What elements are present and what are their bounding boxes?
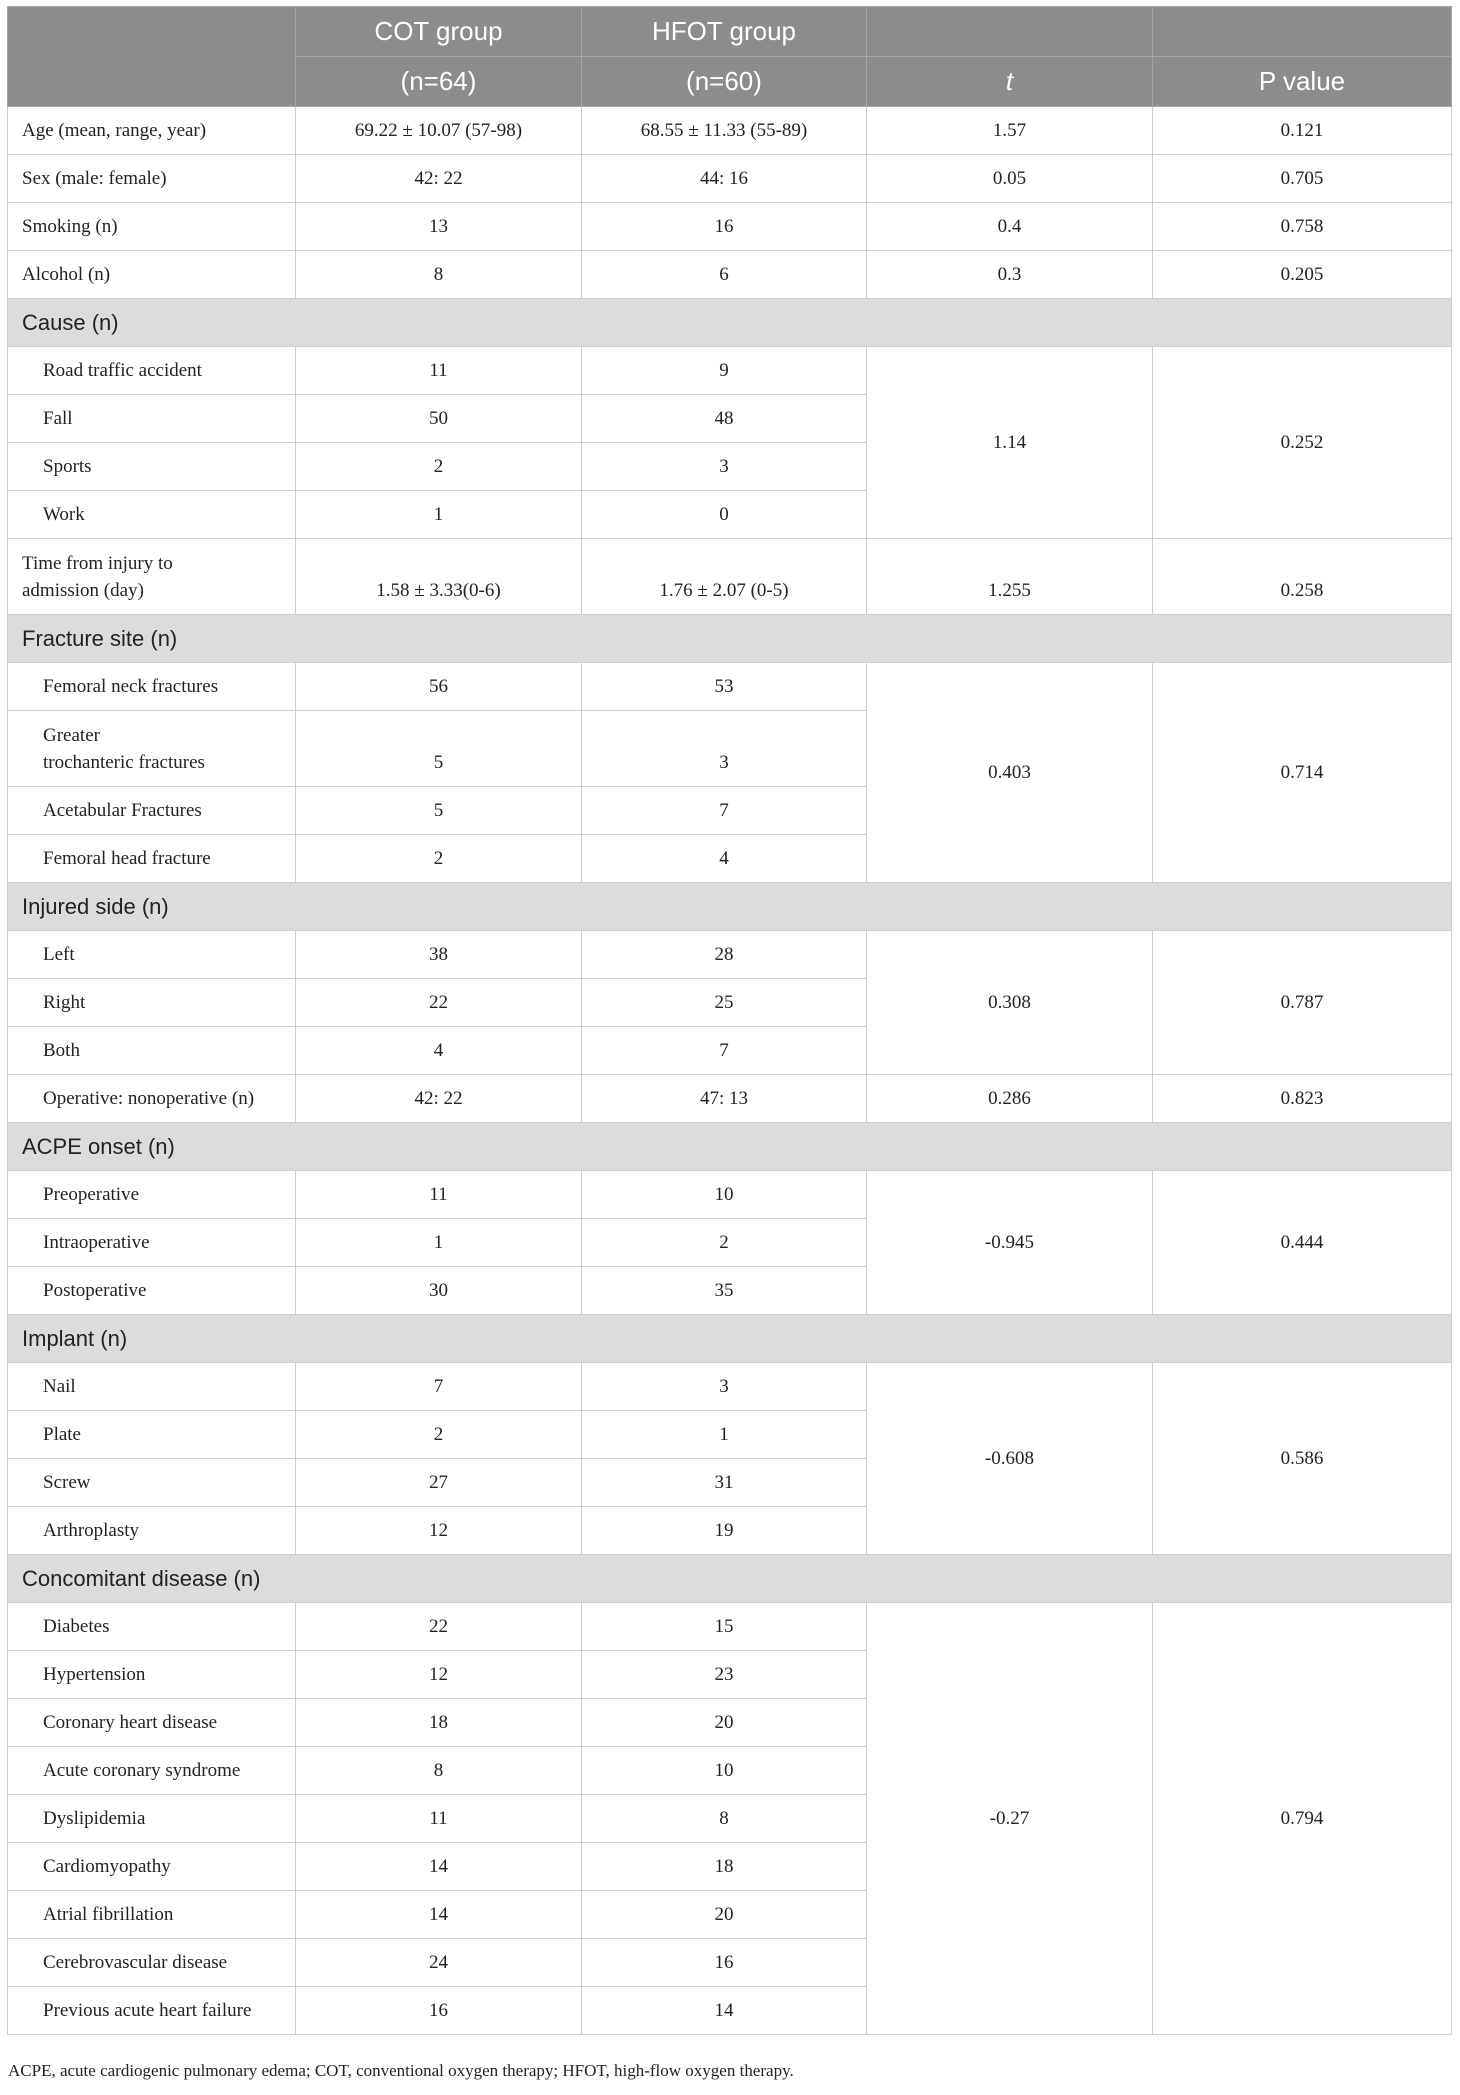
t-value: 0.05 — [867, 155, 1153, 203]
cot-value: 8 — [296, 251, 582, 299]
cot-value: 30 — [296, 1267, 582, 1315]
row-label — [8, 539, 296, 615]
cot-value: 50 — [296, 395, 582, 443]
cot-value: 13 — [296, 203, 582, 251]
hfot-value: 10 — [582, 1747, 867, 1795]
row-label: Operative: nonoperative (n) — [8, 1075, 296, 1123]
header-cot-group: COT group — [296, 7, 582, 57]
cot-value: 12 — [296, 1651, 582, 1699]
table-row — [8, 1363, 1452, 1411]
row-label-line: admission (day) — [22, 579, 144, 601]
row-label: Road traffic accident — [8, 347, 296, 395]
cot-value: 27 — [296, 1459, 582, 1507]
row-label: Smoking (n) — [8, 203, 296, 251]
cot-value: 5 — [296, 787, 582, 835]
table-row — [8, 663, 1452, 711]
header-blank-cell — [8, 7, 296, 107]
row-label-line: trochanteric fractures — [43, 751, 205, 773]
t-value: 0.403 — [867, 663, 1153, 883]
hfot-value: 0 — [582, 491, 867, 539]
table-row — [8, 251, 1452, 299]
table-row — [8, 539, 1452, 615]
row-label: Coronary heart disease — [8, 1699, 296, 1747]
hfot-value: 31 — [582, 1459, 867, 1507]
table-row — [8, 931, 1452, 979]
row-label: Preoperative — [8, 1171, 296, 1219]
hfot-value: 6 — [582, 251, 867, 299]
row-label: Alcohol (n) — [8, 251, 296, 299]
header-hfot-group: HFOT group — [582, 7, 867, 57]
row-label: Cardiomyopathy — [8, 1843, 296, 1891]
cot-value: 1.58 ± 3.33(0-6) — [296, 539, 582, 615]
t-value: 0.3 — [867, 251, 1153, 299]
section-title: Concomitant disease (n) — [8, 1555, 1452, 1603]
p-value: 0.205 — [1153, 251, 1452, 299]
table-row — [8, 155, 1452, 203]
cot-value: 42: 22 — [296, 1075, 582, 1123]
row-label: Right — [8, 979, 296, 1027]
row-label: Both — [8, 1027, 296, 1075]
header-t: t — [867, 57, 1153, 107]
hfot-value: 53 — [582, 663, 867, 711]
hfot-value: 18 — [582, 1843, 867, 1891]
hfot-value: 25 — [582, 979, 867, 1027]
row-label: Fall — [8, 395, 296, 443]
section-row — [8, 1123, 1452, 1171]
header-blank-p — [1153, 7, 1452, 57]
section-row — [8, 1315, 1452, 1363]
row-label: Sports — [8, 443, 296, 491]
section-title: ACPE onset (n) — [8, 1123, 1452, 1171]
row-label: Hypertension — [8, 1651, 296, 1699]
cot-value: 11 — [296, 347, 582, 395]
hfot-value: 2 — [582, 1219, 867, 1267]
cot-value: 7 — [296, 1363, 582, 1411]
cot-value: 5 — [296, 711, 582, 787]
p-value: 0.121 — [1153, 107, 1452, 155]
section-row — [8, 299, 1452, 347]
t-value: 0.286 — [867, 1075, 1153, 1123]
hfot-value: 7 — [582, 787, 867, 835]
table-row — [8, 107, 1452, 155]
row-label: Acute coronary syndrome — [8, 1747, 296, 1795]
p-value: 0.444 — [1153, 1171, 1452, 1315]
hfot-value: 3 — [582, 711, 867, 787]
hfot-value: 47: 13 — [582, 1075, 867, 1123]
hfot-value: 23 — [582, 1651, 867, 1699]
p-value: 0.823 — [1153, 1075, 1452, 1123]
hfot-value: 20 — [582, 1891, 867, 1939]
cot-value: 2 — [296, 1411, 582, 1459]
table-row — [8, 1603, 1452, 1651]
row-label: Cerebrovascular disease — [8, 1939, 296, 1987]
t-value: 0.4 — [867, 203, 1153, 251]
row-label: Atrial fibrillation — [8, 1891, 296, 1939]
hfot-value: 1.76 ± 2.07 (0-5) — [582, 539, 867, 615]
t-value: -0.945 — [867, 1171, 1153, 1315]
section-row — [8, 615, 1452, 663]
header-p-value: P value — [1153, 57, 1452, 107]
table-header — [8, 7, 1452, 107]
row-label: Femoral head fracture — [8, 835, 296, 883]
t-value: -0.27 — [867, 1603, 1153, 2035]
row-label-line: Time from injury to — [22, 552, 173, 574]
cot-value: 56 — [296, 663, 582, 711]
row-label: Dyslipidemia — [8, 1795, 296, 1843]
hfot-value: 44: 16 — [582, 155, 867, 203]
p-value: 0.258 — [1153, 539, 1452, 615]
cot-value: 4 — [296, 1027, 582, 1075]
cot-value: 14 — [296, 1891, 582, 1939]
row-label: Acetabular Fractures — [8, 787, 296, 835]
section-title: Injured side (n) — [8, 883, 1452, 931]
baseline-characteristics-table — [7, 6, 1452, 2035]
row-label: Nail — [8, 1363, 296, 1411]
hfot-value: 48 — [582, 395, 867, 443]
cot-value: 2 — [296, 835, 582, 883]
cot-value: 8 — [296, 1747, 582, 1795]
hfot-value: 9 — [582, 347, 867, 395]
hfot-value: 8 — [582, 1795, 867, 1843]
table-row — [8, 347, 1452, 395]
t-value: 0.308 — [867, 931, 1153, 1075]
cot-value: 1 — [296, 491, 582, 539]
row-label: Arthroplasty — [8, 1507, 296, 1555]
row-label: Plate — [8, 1411, 296, 1459]
cot-value: 69.22 ± 10.07 (57-98) — [296, 107, 582, 155]
cot-value: 22 — [296, 979, 582, 1027]
header-cot-n: (n=64) — [296, 57, 582, 107]
table-body — [8, 107, 1452, 2035]
p-value: 0.714 — [1153, 663, 1452, 883]
hfot-value: 7 — [582, 1027, 867, 1075]
cot-value: 18 — [296, 1699, 582, 1747]
section-title: Cause (n) — [8, 299, 1452, 347]
hfot-value: 20 — [582, 1699, 867, 1747]
hfot-value: 68.55 ± 11.33 (55-89) — [582, 107, 867, 155]
hfot-value: 16 — [582, 1939, 867, 1987]
row-label: Postoperative — [8, 1267, 296, 1315]
hfot-value: 28 — [582, 931, 867, 979]
cot-value: 11 — [296, 1171, 582, 1219]
p-value: 0.794 — [1153, 1603, 1452, 2035]
p-value: 0.787 — [1153, 931, 1452, 1075]
t-value: 1.57 — [867, 107, 1153, 155]
row-label: Previous acute heart failure — [8, 1987, 296, 2035]
hfot-value: 19 — [582, 1507, 867, 1555]
header-blank-t — [867, 7, 1153, 57]
row-label: Left — [8, 931, 296, 979]
p-value: 0.758 — [1153, 203, 1452, 251]
cot-value: 38 — [296, 931, 582, 979]
hfot-value: 1 — [582, 1411, 867, 1459]
hfot-value: 10 — [582, 1171, 867, 1219]
row-label-line: Greater — [43, 724, 100, 746]
p-value: 0.586 — [1153, 1363, 1452, 1555]
row-label: Age (mean, range, year) — [8, 107, 296, 155]
hfot-value: 16 — [582, 203, 867, 251]
section-title: Implant (n) — [8, 1315, 1452, 1363]
table-row — [8, 1075, 1452, 1123]
t-value: 1.14 — [867, 347, 1153, 539]
cot-value: 12 — [296, 1507, 582, 1555]
header-hfot-n: (n=60) — [582, 57, 867, 107]
cot-value: 16 — [296, 1987, 582, 2035]
row-label: Femoral neck fractures — [8, 663, 296, 711]
row-label: Screw — [8, 1459, 296, 1507]
row-label — [8, 711, 296, 787]
section-row — [8, 883, 1452, 931]
row-label: Sex (male: female) — [8, 155, 296, 203]
cot-value: 14 — [296, 1843, 582, 1891]
table-row — [8, 203, 1452, 251]
section-row — [8, 1555, 1452, 1603]
cot-value: 11 — [296, 1795, 582, 1843]
cot-value: 42: 22 — [296, 155, 582, 203]
hfot-value: 3 — [582, 1363, 867, 1411]
t-value: 1.255 — [867, 539, 1153, 615]
table-footnote: ACPE, acute cardiogenic pulmonary edema; COT, conventional oxygen therapy; HFOT, high-flow oxygen therapy. — [8, 2061, 794, 2080]
hfot-value: 4 — [582, 835, 867, 883]
cot-value: 24 — [296, 1939, 582, 1987]
hfot-value: 35 — [582, 1267, 867, 1315]
section-title: Fracture site (n) — [8, 615, 1452, 663]
row-label: Intraoperative — [8, 1219, 296, 1267]
row-label: Work — [8, 491, 296, 539]
hfot-value: 3 — [582, 443, 867, 491]
p-value: 0.252 — [1153, 347, 1452, 539]
row-label: Diabetes — [8, 1603, 296, 1651]
t-value: -0.608 — [867, 1363, 1153, 1555]
hfot-value: 15 — [582, 1603, 867, 1651]
cot-value: 2 — [296, 443, 582, 491]
cot-value: 22 — [296, 1603, 582, 1651]
hfot-value: 14 — [582, 1987, 867, 2035]
cot-value: 1 — [296, 1219, 582, 1267]
p-value: 0.705 — [1153, 155, 1452, 203]
table-row — [8, 1171, 1452, 1219]
